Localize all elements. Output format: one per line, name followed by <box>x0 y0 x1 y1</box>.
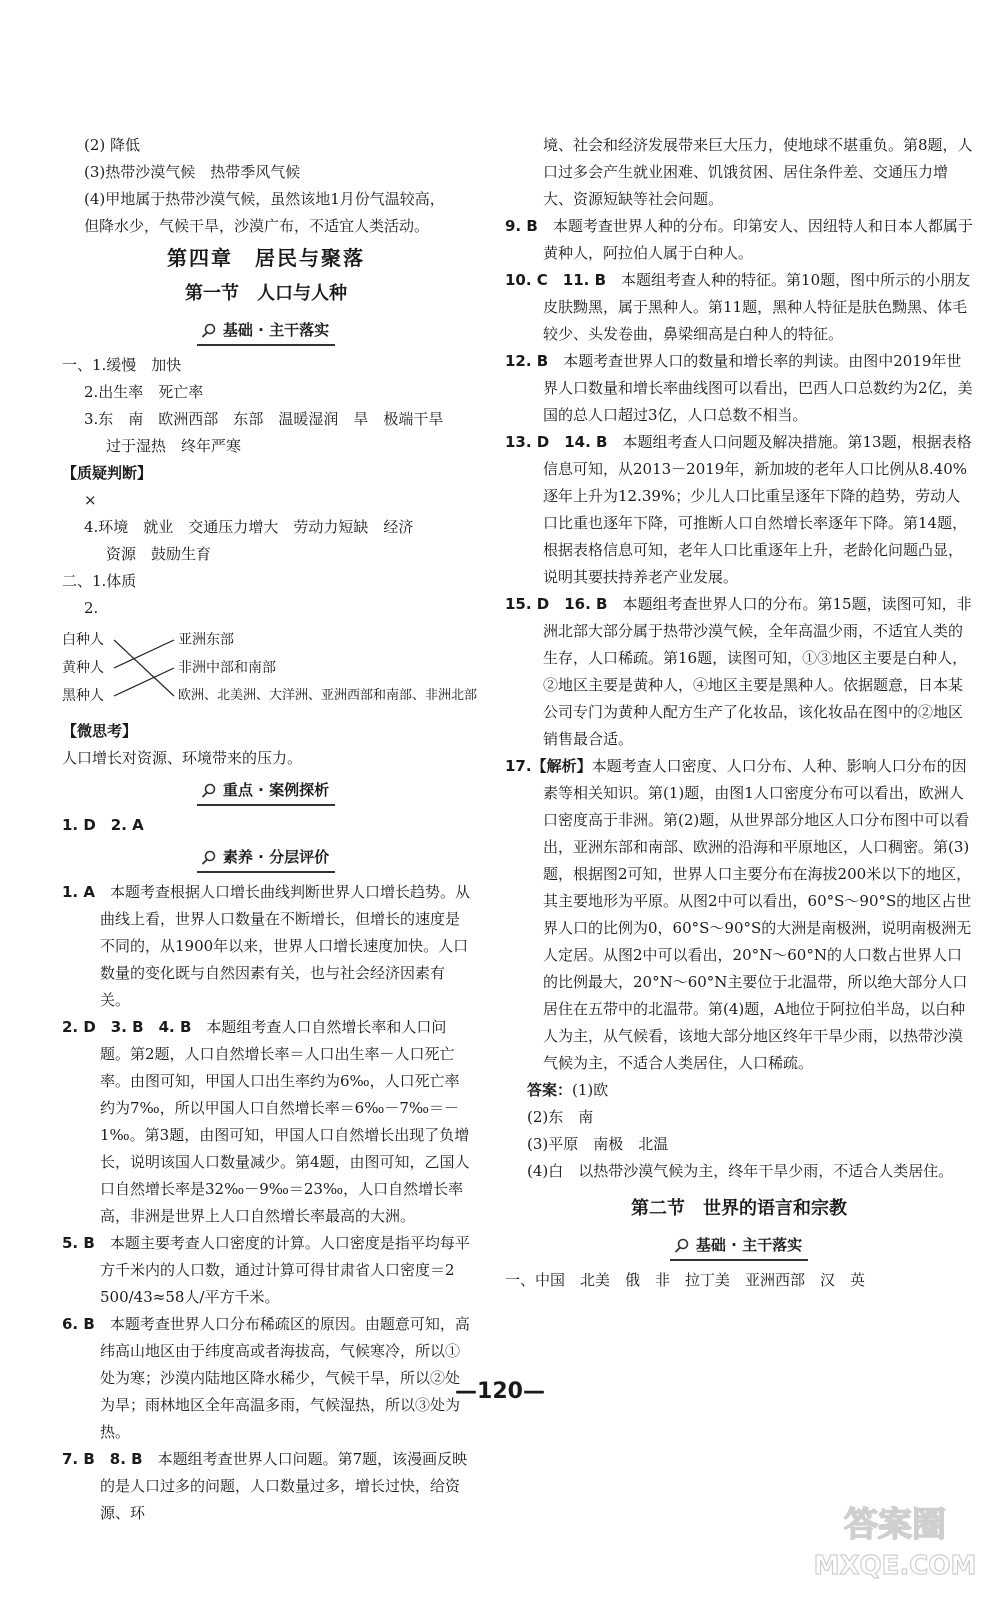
section-title: 第一节 人口与人种 <box>185 283 347 304</box>
question-number: 9. B <box>505 217 538 235</box>
question-number: 13. D 14. B <box>505 433 608 451</box>
answer-line: 人口增长对资源、环境带来的压力。 <box>62 749 303 767</box>
explanation-item <box>505 267 973 348</box>
weisikao-label: 【微思考】 <box>62 722 138 740</box>
answer-line: (1)欧 <box>572 1081 609 1099</box>
watermark-logo <box>800 1490 990 1590</box>
answer-line: 3.东 南 欧洲西部 东部 温暖湿润 旱 极端干旱 <box>84 410 444 428</box>
question-number: 2. D 3. B 4. B <box>62 1018 192 1036</box>
explanation-text: 本题考查世界人口分布稀疏区的原因。由题意可知，高纬高山地区由于纬度高或者海拔高，气候寒冷，所以①处为寒；沙漠内陆地区降水稀少，气候干旱，所以②处为旱；雨林地区全年高温多雨，气候湿热，所以③处为热。 <box>100 1315 470 1441</box>
answer-line: (2)东 南 <box>527 1108 594 1126</box>
answer-line: 一、1.缓慢 加快 <box>62 356 182 374</box>
analysis-label: 【解析】 <box>531 757 592 775</box>
left-column <box>62 132 478 1527</box>
chapter-title: 第四章 居民与聚落 <box>167 246 365 270</box>
explanation-item <box>62 1446 470 1527</box>
explanation-text: 本题组考查人口自然增长率和人口问题。第2题，人口自然增长率＝人口出生率－人口死亡率。由图可知，甲国人口出生率约为6‰，人口死亡率约为7‰，所以甲国人口自然增长率＝6‰－7‰＝－1‰。第3题，由图可知，甲国人口自然增长出现了负增长，说明该国人口数量减少。第4题，由图可知，乙国人口自然增长率是32‰－9‰＝23‰，人口自然增长率高，非洲是世界上人口自然增长率最高的大洲。 <box>100 1018 470 1225</box>
section-banner <box>62 843 470 873</box>
answer-line: 4.环境 就业 交通压力增大 劳动力短缺 经济 <box>84 518 414 536</box>
explanation-text: 本题组考查人口问题及解决措施。第13题，根据表格信息可知，从2013－2019年，新加坡的老年人口比例从8.40%逐年上升为12.39%；少儿人口比重呈逐年下降的趋势，劳动人口比重也逐年下降，可推断人口自然增长率逐年下降。第14题，根据表格信息可知，老年人口比重逐年上升，老龄化问题凸显，说明其要扶持养老产业发展。 <box>543 433 972 586</box>
question-number: 7. B 8. B <box>62 1450 143 1468</box>
explanation-text: 本题主要考查人口密度的计算。人口密度是指平均每平方千米内的人口数，通过计算可得甘肃省人口密度＝2 500/43≈58人/平方千米。 <box>100 1234 470 1306</box>
answer-line: 1. D 2. A <box>62 816 144 834</box>
race-matching-diagram <box>62 622 478 718</box>
answer-block <box>505 1077 973 1104</box>
banner-label: 基础 · 主干落实 <box>695 1236 803 1254</box>
section-banner <box>62 316 470 346</box>
question-number: 15. D 16. B <box>505 595 608 613</box>
intro-line: (4)甲地属于热带沙漠气候，虽然该地1月份气温较高， <box>84 190 445 208</box>
explanation-continuation: 境、社会和经济发展带来巨大压力，使地球不堪重负。第8题，人口过多会产生就业困难、饥饿贫困、居住条件差、交通压力增大、资源短缺等社会问题。 <box>543 136 973 208</box>
answer-line: 二、1.体质 <box>62 572 137 590</box>
intro-line: (2) 降低 <box>84 136 141 154</box>
question-number: 17. <box>505 757 532 775</box>
explanation-text: 本题组考查世界人口的分布。第15题，读图可知，非洲北部大部分属于热带沙漠气候，全年高温少雨，不适宜人类的生存，人口稀疏。第16题，读图可知，①③地区主要是白种人，②地区主要是黄种人，④地区主要是黑种人。依据题意，日本某公司专门为黄种人配方生产了化妆品，该化妆品在图中的②地区销售最合适。 <box>543 595 972 748</box>
answer-line: 一、中国 北美 俄 非 拉丁美 亚洲西部 汉 英 <box>505 1271 866 1289</box>
banner-label: 素养 · 分层评价 <box>222 848 330 866</box>
right-column <box>505 132 973 1294</box>
svg-text:答案圈: 答案圈 <box>844 1505 946 1545</box>
match-left-item: 黑种人 <box>62 688 104 704</box>
magnifier-icon <box>674 1238 690 1254</box>
match-right-item: 亚洲东部 <box>178 632 234 648</box>
question-number: 1. A <box>62 883 95 901</box>
answer-line: 资源 鼓励生育 <box>106 545 212 563</box>
intro-line: (3)热带沙漠气候 热带季风气候 <box>84 163 301 181</box>
explanation-item <box>62 1014 470 1230</box>
explanation-item <box>62 1230 470 1311</box>
banner-label: 重点 · 案例探析 <box>222 781 330 799</box>
answer-line: (4)白 以热带沙漠气候为主，终年干旱少雨，不适合人类居住。 <box>527 1162 954 1180</box>
match-right-item: 非洲中部和南部 <box>178 660 276 676</box>
question-number: 6. B <box>62 1315 95 1333</box>
explanation-text: 本题组考查人种的特征。第10题，图中所示的小朋友皮肤黝黑，属于黑种人。第11题，黑种人特征是肤色黝黑、体毛较少、头发卷曲，鼻梁细高是白种人的特征。 <box>543 271 971 343</box>
banner-label: 基础 · 主干落实 <box>222 321 330 339</box>
explanation-text: 本题组考查世界人口问题。第7题，该漫画反映的是人口过多的问题，人口数量过多，增长过快，给资源、环 <box>100 1450 468 1522</box>
explanation-item <box>505 429 973 591</box>
match-left-item: 白种人 <box>62 632 104 648</box>
question-number: 10. C 11. B <box>505 271 607 289</box>
intro-line: 但降水少，气候干旱，沙漠广布，不适宜人类活动。 <box>84 217 430 235</box>
svg-text:MXQE.COM: MXQE.COM <box>813 1551 977 1581</box>
answer-line: 过于湿热 终年严寒 <box>106 437 242 455</box>
question-number: 12. B <box>505 352 549 370</box>
explanation-text: 本题考查世界人种的分布。印第安人、因纽特人和日本人都属于黄种人，阿拉伯人属于白种人。 <box>543 217 973 262</box>
explanation-text: 本题考查根据人口增长曲线判断世界人口增长趋势。从曲线上看，世界人口数量在不断增长，但增长的速度是不同的，从1900年以来，世界人口增长速度加快。人口数量的变化既与自然因素有关，也与社会经济因素有关。 <box>100 883 470 1009</box>
answer-line: 2. <box>84 599 99 617</box>
page-number: —120— <box>455 1379 545 1404</box>
magnifier-icon <box>201 323 217 339</box>
explanation-item <box>505 591 973 753</box>
match-right-item: 欧洲、北美洲、大洋洲、亚洲西部和南部、非洲北部 <box>178 688 478 703</box>
match-left-item: 黄种人 <box>62 660 104 676</box>
magnifier-icon <box>201 850 217 866</box>
matching-lines <box>112 622 176 718</box>
answer-label: 答案： <box>527 1081 573 1099</box>
answer-line: 2.出生率 死亡率 <box>84 383 204 401</box>
explanation-item <box>62 879 470 1014</box>
explanation-item <box>505 213 973 267</box>
explanation-item <box>505 348 973 429</box>
section-banner <box>505 1231 973 1261</box>
question-number: 5. B <box>62 1234 95 1252</box>
explanation-text: 本题考查人口密度、人口分布、人种、影响人口分布的因素等相关知识。第(1)题，由图1人口密度分布可以看出，欧洲人口密度高于非洲。第(2)题，从世界部分地区人口分布图中可以看出，亚洲东部和南部、欧洲的沿海和平原地区，人口稠密。第(3)题，根据图2可知，世界人口主要分布在海拔200米以下的地区，其主要地形为平原。从图2中可以看出，60°S～90°S的地区占世界人口的比例为0，60°S～90°S的大洲是南极洲，说明南极洲无人定居。从图2中可以看出，20°N～60°N的人口数占世界人口的比例最大，20°N～60°N主要位于北温带，所以绝大部分人口居住在五带中的北温带。第(4)题，A地位于阿拉伯半岛，以白种人为主，从气候看，该地大部分地区终年干旱少雨，以热带沙漠气候为主，不适合人类居住，人口稀疏。 <box>543 757 972 1072</box>
section-banner <box>62 776 470 806</box>
section-title: 第二节 世界的语言和宗教 <box>631 1198 847 1219</box>
explanation-text: 本题考查世界人口的数量和增长率的判读。由图中2019年世界人口数量和增长率曲线图可以看出，巴西人口总数约为2亿，美国的总人口超过3亿，人口总数不相当。 <box>543 352 973 424</box>
explanation-item <box>505 753 973 1077</box>
magnifier-icon <box>201 783 217 799</box>
answer-line: (3)平原 南极 北温 <box>527 1135 669 1153</box>
zhiyi-label: 【质疑判断】 <box>62 464 153 482</box>
answer-line: × <box>84 491 97 509</box>
